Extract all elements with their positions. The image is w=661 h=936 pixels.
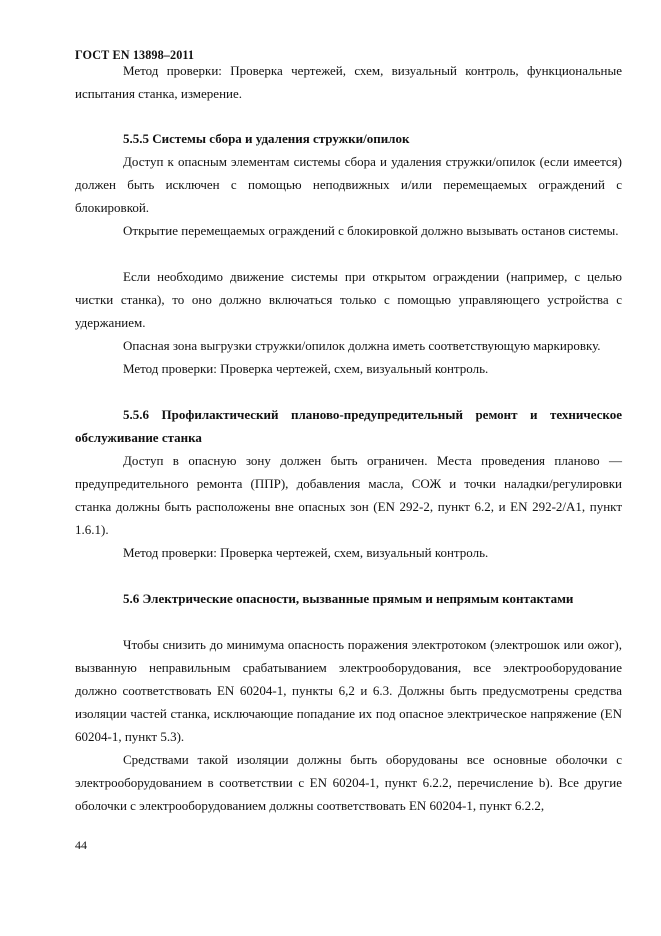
paragraph-access-chip-system: Доступ к опасным элементам системы сбора и удаления стружки/опилок (если имеется) должен быть исключен с помощью неподвижных и/или перемещаемых ограждений с блокировкой.: [75, 154, 622, 215]
paragraph-guard-opening: Открытие перемещаемых ограждений с блокировкой должно вызывать останов системы.: [123, 223, 619, 238]
paragraph-electric-shock: Чтобы снизить до минимума опасность поражения электротоком (электрошок или ожог), вызванную неправильным срабатыванием электрооборудования, все электрооборудование должно соответствовать EN 60204-1, пункты 6,2 и 6.3. Должны быть предусмотрены средства изоляции частей станка, исключающие попадание их под опасное электрическое напряжение (EN 60204-1, пункт 5.3).: [75, 637, 622, 744]
paragraph-movement-open-guard: Если необходимо движение системы при открытом ограждении (например, с целью чистки станка), то оно должно включаться только с помощью управляющего устройства с удержанием.: [75, 269, 622, 330]
heading-5-5-5: 5.5.5 Системы сбора и удаления стружки/опилок: [123, 131, 410, 146]
paragraph-method-2: Метод проверки: Проверка чертежей, схем, визуальный контроль.: [123, 361, 489, 376]
heading-5-5-6: 5.5.6 Профилактический планово-предупредительный ремонт и техническое обслуживание станка: [75, 407, 622, 445]
paragraph-discharge-zone: Опасная зона выгрузки стружки/опилок должна иметь соответствующую маркировку.: [123, 338, 601, 353]
document-header: ГОСТ EN 13898–2011: [75, 48, 195, 62]
paragraph-method-1: Метод проверки: Проверка чертежей, схем, визуальный контроль, функциональные испытания станка, измерение.: [75, 63, 622, 101]
page-number: 44: [75, 838, 87, 852]
paragraph-access-maintenance: Доступ в опасную зону должен быть ограничен. Места проведения планово — предупредительного ремонта (ППР), добавления масла, СОЖ и точки наладки/регулировки станка должны быть расположены вне опасных зон (EN 292-2, пункт 6.2, и EN 292-2/A1, пункт 1.6.1).: [75, 453, 622, 537]
paragraph-isolation-means: Средствами такой изоляции должны быть оборудованы все основные оболочки с электрооборудованием в соответствии с EN 60204-1, пункт 6.2.2, перечисление b). Все другие оболочки с электрооборудованием должны соответствовать EN 60204-1, пункт 6.2.2,: [75, 752, 622, 813]
paragraph-method-3: Метод проверки: Проверка чертежей, схем, визуальный контроль.: [123, 545, 489, 560]
heading-5-6: 5.6 Электрические опасности, вызванные прямым и непрямым контактами: [123, 591, 574, 606]
